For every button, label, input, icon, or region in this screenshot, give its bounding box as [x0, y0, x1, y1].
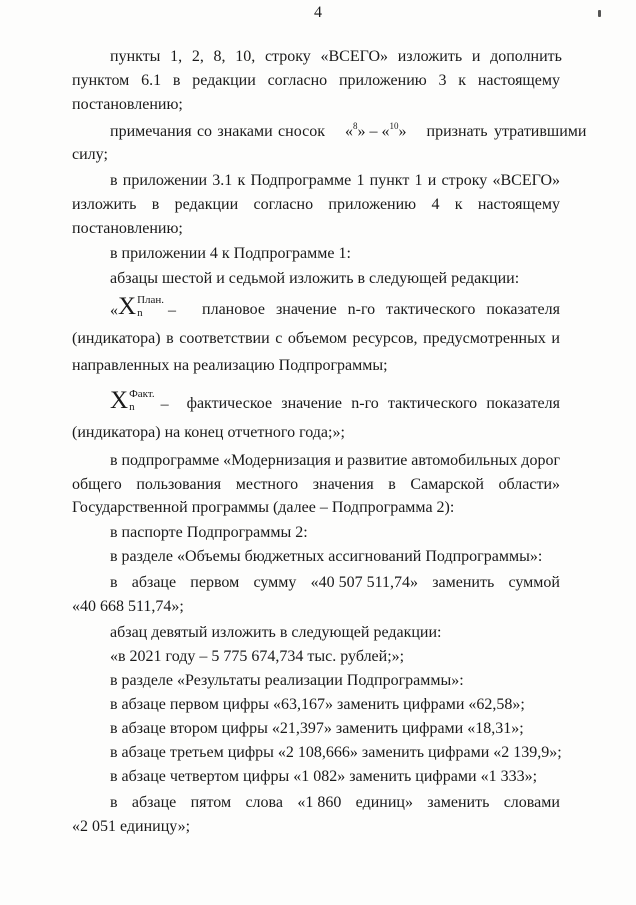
word: плановое: [202, 301, 265, 318]
word: словами: [503, 794, 560, 811]
word: 8,: [213, 48, 226, 65]
text-line-24: «в 2021 году – 5 775 674,734 тыс. рублей;»;: [110, 648, 405, 665]
word: абзаце: [131, 794, 177, 811]
word: заменить: [427, 794, 490, 811]
word: подпрограмме: [121, 452, 220, 469]
word: к: [237, 172, 246, 189]
word: согласно: [253, 196, 314, 213]
word: 1: [414, 172, 423, 189]
word: (индикатора): [72, 330, 161, 347]
word: «ВСЕГО»: [320, 48, 389, 65]
text-line-17: [72, 476, 560, 494]
text-line-16: [110, 452, 560, 470]
word: согласно: [267, 72, 328, 89]
text-line-31: «2 051 единицу»;: [72, 818, 191, 835]
word: к: [458, 72, 467, 89]
word: со: [196, 123, 213, 140]
text-line-2: [72, 72, 560, 90]
word: «40 507 511,74»: [310, 574, 418, 591]
text-line-4: [110, 121, 587, 142]
word: редакции: [192, 72, 256, 89]
word: 3.1: [212, 172, 233, 189]
text-line-13: направленных на реализацию Подпрограммы;: [72, 357, 388, 374]
word: предусмотренных: [423, 330, 546, 347]
word: к: [454, 196, 463, 213]
text-line-20: в разделе «Объемы бюджетных ассигнований Подпрограммы»:: [110, 548, 543, 565]
word: развитие: [347, 452, 408, 469]
word: пятом: [190, 794, 232, 811]
text-line-30: [110, 794, 560, 812]
word: строку: [264, 48, 311, 65]
word: ресурсов,: [352, 330, 418, 347]
word: значение: [281, 395, 343, 412]
text-line-5: силу;: [72, 146, 108, 163]
formula-plan: « X План. n –: [110, 293, 177, 320]
word: объемом: [287, 330, 347, 347]
text-line-23: абзац девятый изложить в следующей редакции:: [110, 624, 442, 641]
text-line-8: постановлению;: [72, 220, 183, 237]
word: сносок: [278, 123, 325, 140]
word: Самарской: [410, 476, 484, 493]
words-4b: [427, 123, 587, 142]
word: настоящему: [477, 72, 560, 89]
word: пункты: [110, 48, 161, 65]
word: показателя: [486, 395, 560, 412]
word: редакции: [174, 196, 239, 213]
word: в: [388, 476, 396, 493]
word: и: [334, 452, 344, 469]
word: с: [275, 330, 283, 347]
word: признать: [426, 123, 488, 140]
word: пользования: [136, 476, 222, 493]
word: в: [166, 330, 174, 347]
word: абзаце: [131, 574, 177, 591]
word: приложении: [122, 172, 208, 189]
word: в: [110, 794, 118, 811]
word: показателя: [486, 301, 560, 318]
text-line-12: [72, 330, 560, 348]
word: «ВСЕГО»: [492, 172, 560, 189]
text-line-26: в абзаце первом цифры «63,167» заменить цифрами «62,58»;: [110, 696, 525, 713]
text-line-1: [110, 48, 562, 66]
word: в: [110, 452, 118, 469]
text-line-27: в абзаце втором цифры «21,397» заменить цифрами «18,31»;: [110, 720, 524, 737]
word: дорог: [521, 452, 560, 469]
word: 1: [356, 172, 365, 189]
word: автомобильных: [411, 452, 518, 469]
word: 6.1: [141, 72, 162, 89]
word: суммой: [508, 574, 560, 591]
words-4a: [110, 123, 325, 142]
word: слова: [245, 794, 283, 811]
word: сумму: [253, 574, 297, 591]
word: и: [471, 48, 481, 65]
word: и: [427, 172, 437, 189]
text-line-15: (индикатора) на конец отчетного года;»;: [72, 424, 345, 441]
word: утратившими: [493, 123, 587, 140]
text-line-21: [110, 574, 560, 592]
formula-plan-text: [202, 301, 560, 319]
word: n-го: [347, 301, 376, 318]
word: единиц»: [355, 794, 413, 811]
text-line-3: постановлению;: [72, 96, 183, 113]
text-line-9: в приложении 4 к Подпрограмме 1:: [110, 245, 351, 262]
word: первом: [190, 574, 240, 591]
text-line-22: «40 668 511,74»;: [72, 598, 184, 615]
word: «Модернизация: [223, 452, 331, 469]
word: 2,: [191, 48, 204, 65]
word: 3: [438, 72, 447, 89]
formula-fact: X Факт. n –: [110, 387, 169, 414]
word: местного: [235, 476, 299, 493]
word: и: [551, 330, 560, 347]
footnote-range: «$^8$» – «$^{10}$»: [345, 121, 407, 140]
word: знаками: [217, 123, 273, 140]
text-line-19: в паспорте Подпрограммы 2:: [110, 524, 308, 541]
word: 10,: [235, 48, 256, 65]
text-line-25: в разделе «Результаты реализации Подпрограммы»:: [110, 672, 464, 689]
word: в: [172, 72, 181, 89]
word: «1 860: [297, 794, 342, 811]
word: тактического: [387, 395, 478, 412]
word: настоящему: [477, 196, 560, 213]
word: 4: [431, 196, 440, 213]
word: изложить: [397, 48, 463, 65]
text-line-28: в абзаце третьем цифры «2 108,666» заменить цифрами «2 139,9»;: [110, 744, 562, 761]
word: значение: [275, 301, 337, 318]
text-line-7: [72, 196, 560, 214]
word: строку: [441, 172, 488, 189]
text-line-10: абзацы шестой и седьмой изложить в следующей редакции:: [110, 270, 520, 287]
word: Подпрограмме: [250, 172, 352, 189]
word: области»: [498, 476, 560, 493]
text-line-6: [110, 172, 560, 190]
word: соответствии: [179, 330, 270, 347]
text-line-18: Государственной программы (далее – Подпрограмма 2):: [72, 499, 455, 516]
formula-fact-line: [110, 387, 560, 414]
scan-mark: [598, 10, 601, 17]
word: в: [110, 574, 118, 591]
word: 1,: [170, 48, 183, 65]
word: в: [151, 196, 160, 213]
word: примечания: [110, 123, 192, 140]
word: приложению: [328, 196, 417, 213]
formula-plan-line: [110, 293, 560, 320]
word: фактическое: [186, 395, 273, 412]
text-line-29: в абзаце четвертом цифры «1 082» заменить цифрами «1 333»;: [110, 768, 538, 785]
formula-fact-text: [187, 395, 560, 413]
word: общего: [72, 476, 122, 493]
word: дополнить: [490, 48, 562, 65]
word: приложению: [338, 72, 427, 89]
word: пункт: [369, 172, 410, 189]
word: изложить: [72, 196, 137, 213]
word: в: [110, 172, 118, 189]
word: заменить: [432, 574, 495, 591]
word: значения: [312, 476, 374, 493]
page-number: 4: [314, 4, 322, 21]
word: n-го: [351, 395, 379, 412]
word: пунктом: [72, 72, 130, 89]
word: тактического: [386, 301, 476, 318]
